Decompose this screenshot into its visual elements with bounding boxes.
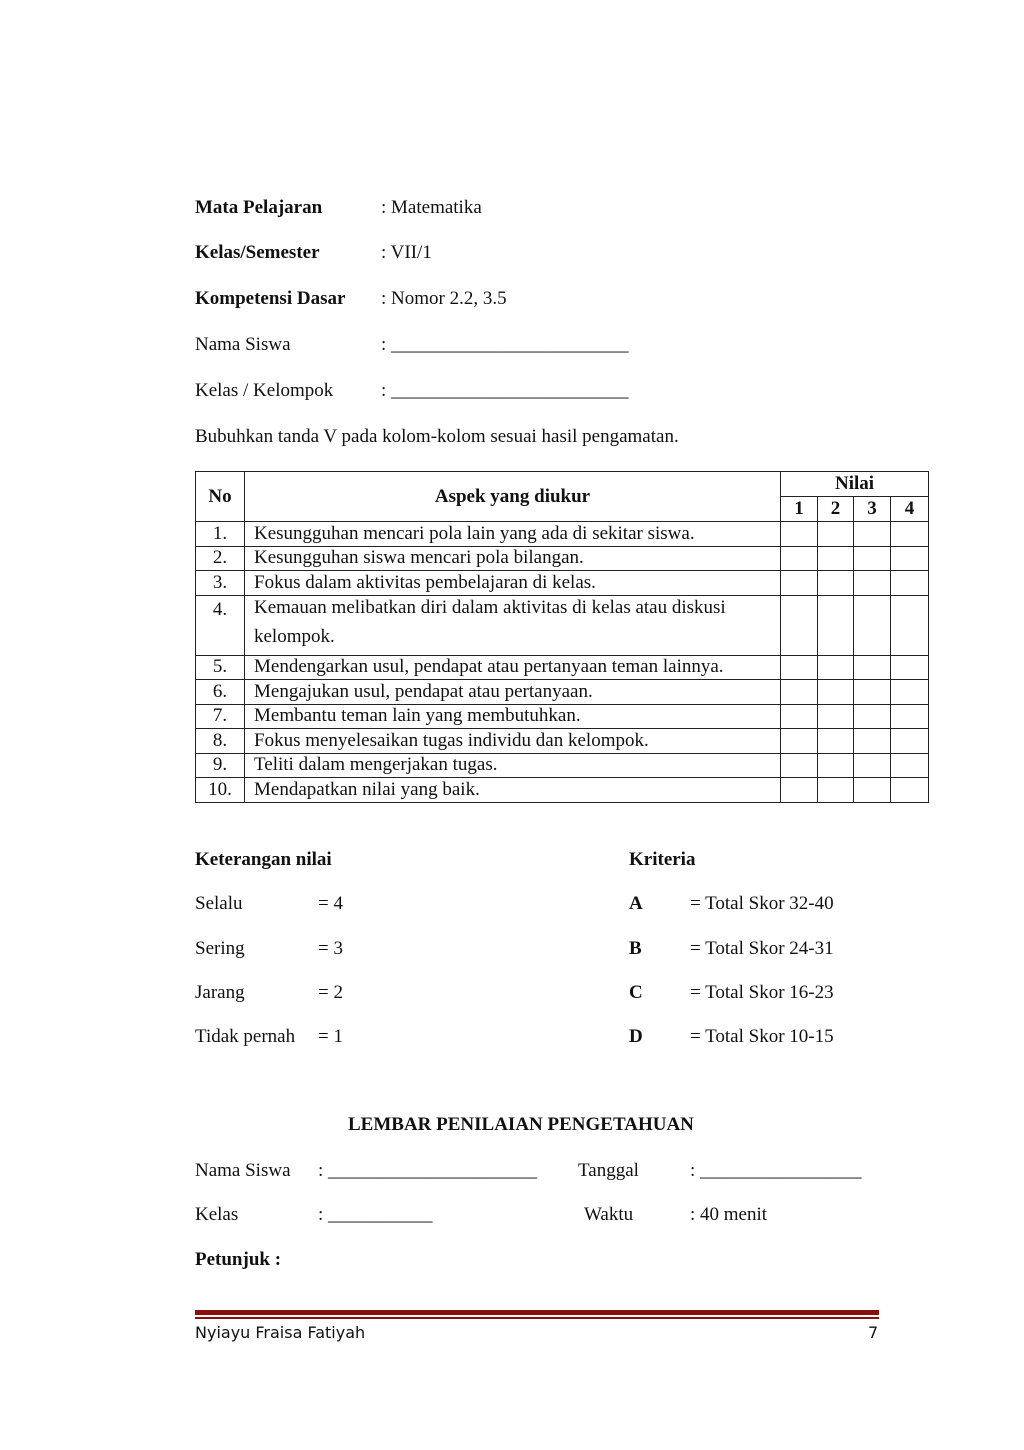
row-aspect	[245, 595, 781, 655]
table-row	[196, 729, 929, 754]
score-cell[interactable]	[891, 753, 929, 778]
info-label: Kompetensi Dasar	[195, 288, 346, 309]
table-row	[196, 655, 929, 680]
info-label: Mata Pelajaran	[195, 197, 323, 218]
header-nilai-col: 3	[854, 497, 891, 522]
score-cell[interactable]	[818, 704, 854, 729]
row-no: 4.	[196, 595, 245, 655]
row-no: 1.	[196, 522, 245, 547]
observation-table	[195, 471, 929, 803]
score-cell[interactable]	[781, 753, 818, 778]
header-nilai-col: 1	[781, 497, 818, 522]
header-nilai-col: 4	[891, 497, 929, 522]
score-cell[interactable]	[781, 522, 818, 547]
criteria-value: = Total Skor 32-40	[690, 893, 834, 914]
score-cell[interactable]	[818, 546, 854, 571]
criteria-grade: C	[629, 982, 643, 1003]
score-cell[interactable]	[818, 571, 854, 596]
score-cell[interactable]	[891, 546, 929, 571]
score-cell[interactable]	[818, 729, 854, 754]
class-group-field[interactable]: : _________________________	[381, 380, 629, 401]
table-row	[196, 778, 929, 803]
info-value: : VII/1	[381, 242, 432, 263]
row-no: 3.	[196, 571, 245, 596]
info-value: : Nomor 2.2, 3.5	[381, 288, 507, 309]
student-name-field[interactable]: : ______________________	[318, 1160, 538, 1181]
info-label: Nama Siswa	[195, 334, 291, 355]
class-field[interactable]: : ___________	[318, 1204, 433, 1225]
row-aspect: Kesungguhan mencari pola lain yang ada di sekitar siswa.	[245, 522, 781, 547]
score-legend-value: = 4	[318, 893, 343, 914]
instructions-heading: Petunjuk :	[195, 1249, 282, 1270]
score-cell[interactable]	[781, 571, 818, 596]
score-cell[interactable]	[891, 680, 929, 705]
table-row	[196, 704, 929, 729]
row-aspect: Mengajukan usul, pendapat atau pertanyaan.	[245, 680, 781, 705]
footer-author: Nyiayu Fraisa Fatiyah	[195, 1323, 366, 1342]
section-title: LEMBAR PENILAIAN PENGETAHUAN	[348, 1114, 694, 1135]
student-name-label: Nama Siswa	[195, 1160, 291, 1181]
score-legend-label: Jarang	[195, 982, 245, 1003]
row-aspect: Mendengarkan usul, pendapat atau pertanyaan teman lainnya.	[245, 655, 781, 680]
score-cell[interactable]	[891, 704, 929, 729]
row-no: 9.	[196, 753, 245, 778]
score-cell[interactable]	[854, 655, 891, 680]
score-cell[interactable]	[891, 522, 929, 547]
score-cell[interactable]	[818, 680, 854, 705]
table-row	[196, 571, 929, 596]
row-no: 7.	[196, 704, 245, 729]
score-cell[interactable]	[854, 778, 891, 803]
criteria-value: = Total Skor 16-23	[690, 982, 834, 1003]
score-cell[interactable]	[818, 595, 854, 655]
info-value: : Matematika	[381, 197, 482, 218]
score-cell[interactable]	[818, 655, 854, 680]
score-cell[interactable]	[818, 778, 854, 803]
date-label: Tanggal	[578, 1160, 639, 1181]
page-number: 7	[868, 1323, 879, 1342]
criteria-title: Kriteria	[629, 849, 696, 870]
score-cell[interactable]	[818, 522, 854, 547]
header-aspect: Aspek yang diukur	[245, 472, 781, 522]
header-nilai: Nilai	[781, 472, 929, 497]
footer-rule-thin	[195, 1317, 879, 1319]
class-label: Kelas	[195, 1204, 239, 1225]
score-cell[interactable]	[891, 571, 929, 596]
row-no: 8.	[196, 729, 245, 754]
score-cell[interactable]	[781, 655, 818, 680]
score-cell[interactable]	[854, 571, 891, 596]
row-no: 2.	[196, 546, 245, 571]
score-cell[interactable]	[854, 753, 891, 778]
row-aspect: Fokus menyelesaikan tugas individu dan kelompok.	[245, 729, 781, 754]
score-cell[interactable]	[781, 704, 818, 729]
info-label: Kelas / Kelompok	[195, 380, 334, 401]
score-cell[interactable]	[854, 729, 891, 754]
header-no: No	[196, 472, 245, 522]
criteria-grade: D	[629, 1026, 643, 1047]
table-row	[196, 753, 929, 778]
row-aspect: Mendapatkan nilai yang baik.	[245, 778, 781, 803]
row-aspect: Kesungguhan siswa mencari pola bilangan.	[245, 546, 781, 571]
score-cell[interactable]	[854, 546, 891, 571]
row-aspect: Teliti dalam mengerjakan tugas.	[245, 753, 781, 778]
row-no: 5.	[196, 655, 245, 680]
score-cell[interactable]	[891, 595, 929, 655]
score-cell[interactable]	[854, 680, 891, 705]
table-row	[196, 546, 929, 571]
score-legend-value: = 2	[318, 982, 343, 1003]
score-legend-value: = 1	[318, 1026, 343, 1047]
time-label: Waktu	[584, 1204, 634, 1225]
score-cell[interactable]	[781, 729, 818, 754]
date-field[interactable]: : _________________	[690, 1160, 862, 1181]
score-cell[interactable]	[891, 729, 929, 754]
table-row	[196, 680, 929, 705]
criteria-value: = Total Skor 10-15	[690, 1026, 834, 1047]
row-no: 10.	[196, 778, 245, 803]
criteria-value: = Total Skor 24-31	[690, 938, 834, 959]
table-row	[196, 595, 929, 655]
score-cell[interactable]	[854, 704, 891, 729]
score-legend-label: Selalu	[195, 893, 243, 914]
row-aspect: Membantu teman lain yang membutuhkan.	[245, 704, 781, 729]
student-name-field[interactable]: : _________________________	[381, 334, 629, 355]
score-cell[interactable]	[854, 522, 891, 547]
score-legend-label: Sering	[195, 938, 245, 959]
row-aspect: Fokus dalam aktivitas pembelajaran di kelas.	[245, 571, 781, 596]
info-label: Kelas/Semester	[195, 242, 320, 263]
score-cell[interactable]	[781, 680, 818, 705]
score-cell[interactable]	[891, 655, 929, 680]
table-row	[196, 522, 929, 547]
footer-rule	[195, 1310, 879, 1315]
header-nilai-col: 2	[818, 497, 854, 522]
score-legend-value: = 3	[318, 938, 343, 959]
time-value: : 40 menit	[690, 1204, 768, 1225]
score-cell[interactable]	[854, 595, 891, 655]
row-no: 6.	[196, 680, 245, 705]
score-cell[interactable]	[781, 595, 818, 655]
row-aspect-line: Kemauan melibatkan diri dalam aktivitas di kelas atau diskusi	[254, 596, 726, 618]
instruction-text: Bubuhkan tanda V pada kolom-kolom sesuai hasil pengamatan.	[195, 426, 679, 447]
score-cell[interactable]	[891, 778, 929, 803]
score-cell[interactable]	[818, 753, 854, 778]
score-legend-title: Keterangan nilai	[195, 849, 332, 870]
score-cell[interactable]	[781, 778, 818, 803]
criteria-grade: B	[629, 938, 642, 959]
criteria-grade: A	[629, 893, 643, 914]
score-legend-label: Tidak pernah	[195, 1026, 296, 1047]
score-cell[interactable]	[781, 546, 818, 571]
row-aspect-line: kelompok.	[254, 625, 335, 647]
